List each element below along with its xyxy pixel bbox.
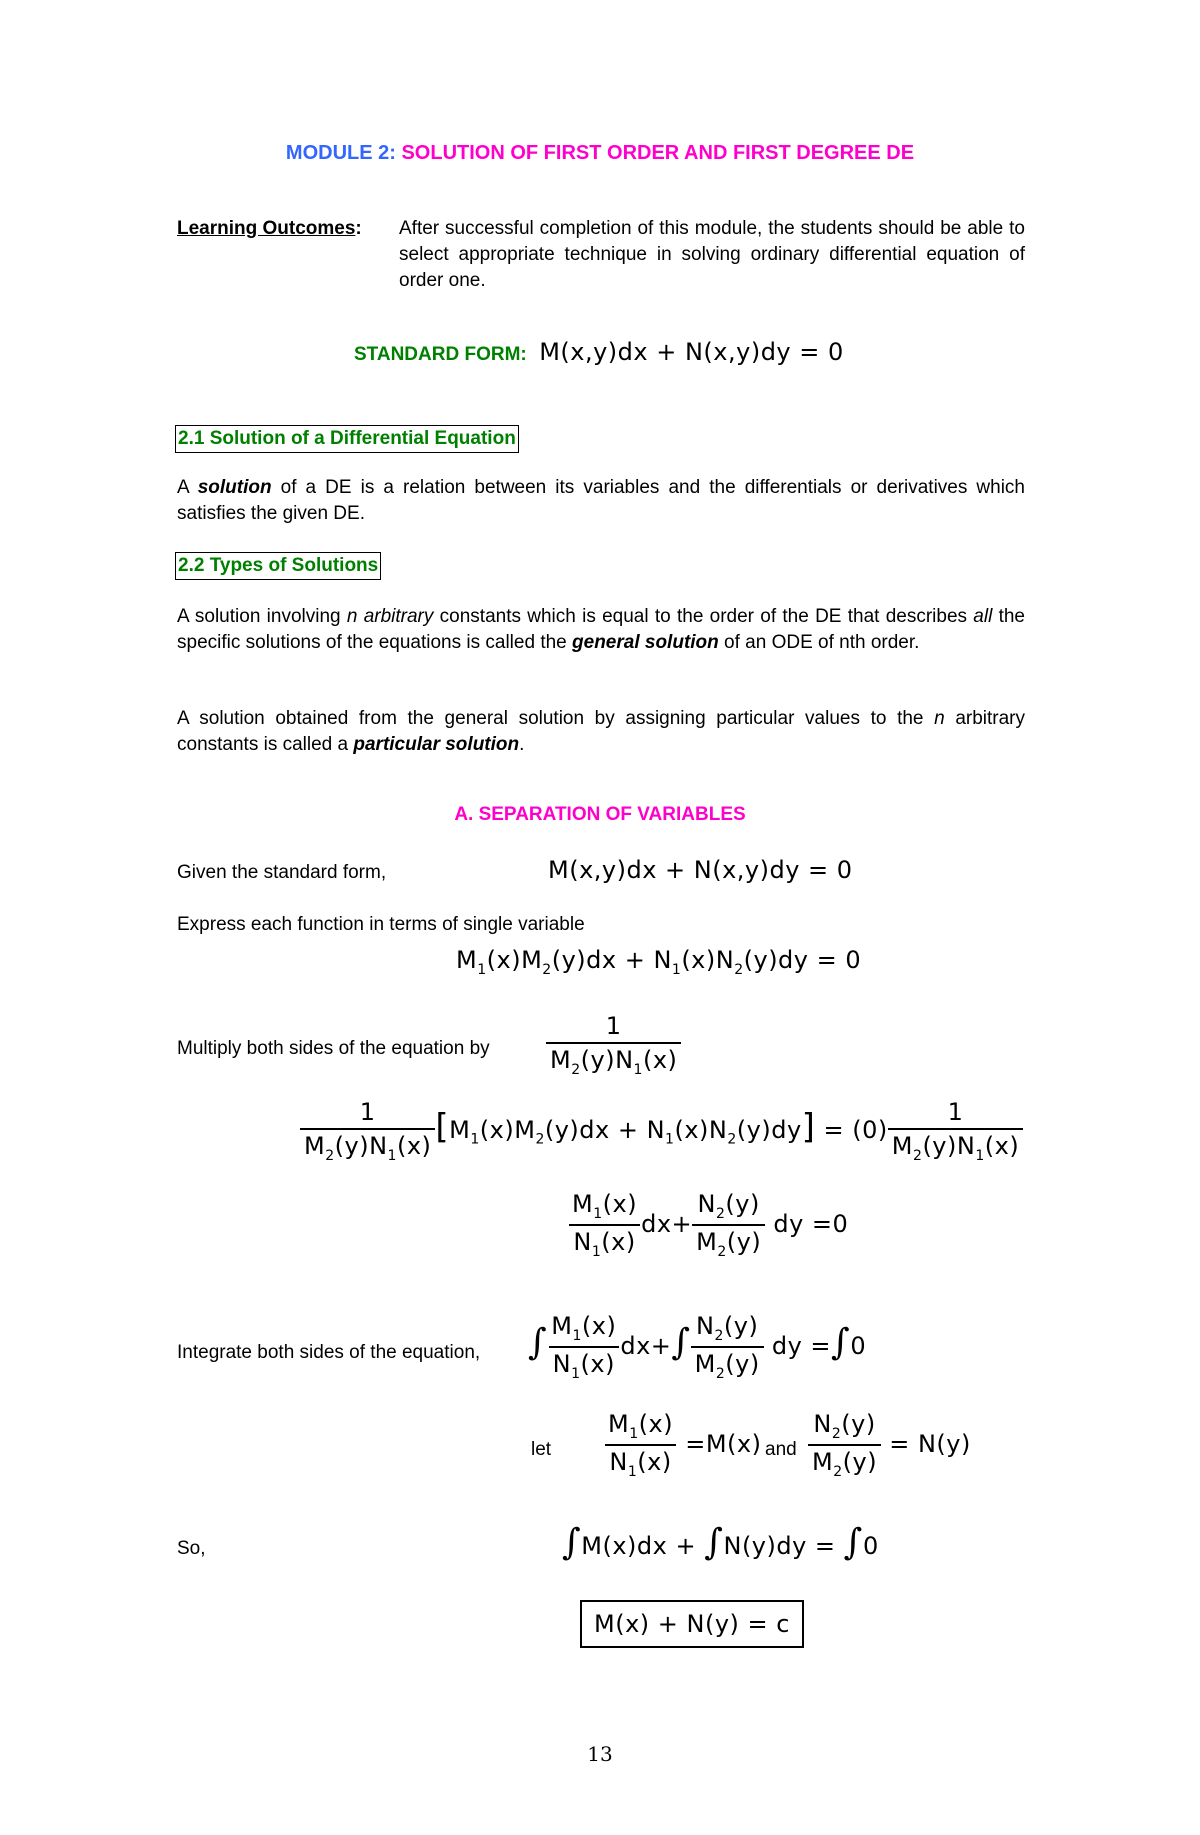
learning-outcomes-label: Learning Outcomes: — [177, 218, 362, 239]
learning-outcomes-text: After successful completion of this module, the students should be able to select appropriate technique in solving ordinary differential equation of order one. — [399, 218, 1025, 291]
let-text: let — [531, 1439, 552, 1460]
integral-sum-equation: ∫M(x)dx + ∫N(y)dy = ∫0 — [562, 1522, 879, 1563]
section-2-2-paragraph-2: A solution obtained from the general solution by assigning particular values to the n arbitrary constants is called a particular solution. — [177, 708, 1025, 755]
integrate-text: Integrate both sides of the equation, — [177, 1342, 481, 1363]
let-definition-n: $\frac{N_2(y)}{M_2(y)}$ = N(y) — [808, 1410, 971, 1480]
section-2-2-paragraph-1: A solution involving n arbitrary constants which is equal to the order of the DE that describes all the specific solutions of the equations is called the general solution of an ODE of nth order. — [177, 606, 1025, 653]
section-2-1-heading: 2.1 Solution of a Differential Equation — [175, 425, 519, 453]
let-definition-m: $\frac{M_1(x)}{N_1(x)}$ =M(x) — [604, 1410, 761, 1480]
multiplier-fraction: $\frac{1}{M_2(y)N_1(x)}$ — [546, 1012, 681, 1078]
standard-form-label: STANDARD FORM: — [354, 344, 527, 365]
express-text: Express each function in terms of single variable — [177, 914, 585, 935]
section-2-1-paragraph: A solution of a DE is a relation between its variables and the differentials or derivatives which satisfies the given DE. — [177, 477, 1025, 524]
general-solution-box — [580, 1600, 804, 1648]
multiply-text: Multiply both sides of the equation by — [177, 1038, 490, 1059]
page-number: 13 — [587, 1742, 613, 1766]
section-2-2-heading: 2.2 Types of Solutions — [175, 552, 381, 580]
separated-equation: $M_1(x)M_2(y)dx + N_1(x)N_2(y)dy = 0$ — [456, 946, 862, 978]
multiplied-equation: $\frac{1}{M_2(y)N_1(x)}$ $[M_1(x)M_2(y)dx + N_1(x)N_2(y)dy] = (0)$ $\frac{1}{M_2(y)N_1(x)}$ — [300, 1098, 1023, 1164]
module-title-prefix: MODULE 2: — [285, 142, 396, 164]
module-title-text: SOLUTION OF FIRST ORDER AND FIRST DEGREE DE — [401, 142, 915, 164]
given-text: Given the standard form, — [177, 862, 387, 883]
integrated-equation: ∫ $\frac{M_1(x)}{N_1(x)}$ dx+∫ $\frac{N_2(y)}{M_2(y)}$ dy =∫0 — [528, 1312, 867, 1382]
so-text: So, — [177, 1538, 206, 1559]
and-text: and — [765, 1439, 797, 1460]
term-general-solution: general solution — [572, 632, 719, 653]
general-solution-equation: M(x) + N(y) = c — [580, 1600, 804, 1648]
standard-form-equation: M(x,y)dx + N(x,y)dy = 0 — [539, 338, 844, 366]
simplified-equation: $\frac{M_1(x)}{N_1(x)}$ dx+ $\frac{N_2(y)}{M_2(y)}$ dy =0 — [568, 1190, 848, 1260]
term-solution: solution — [197, 477, 272, 498]
separation-heading: A. SEPARATION OF VARIABLES — [454, 804, 746, 825]
term-particular-solution: particular solution — [353, 734, 520, 755]
standard-form — [354, 338, 844, 366]
module-title — [0, 142, 1200, 165]
given-equation: M(x,y)dx + N(x,y)dy = 0 — [548, 856, 853, 884]
